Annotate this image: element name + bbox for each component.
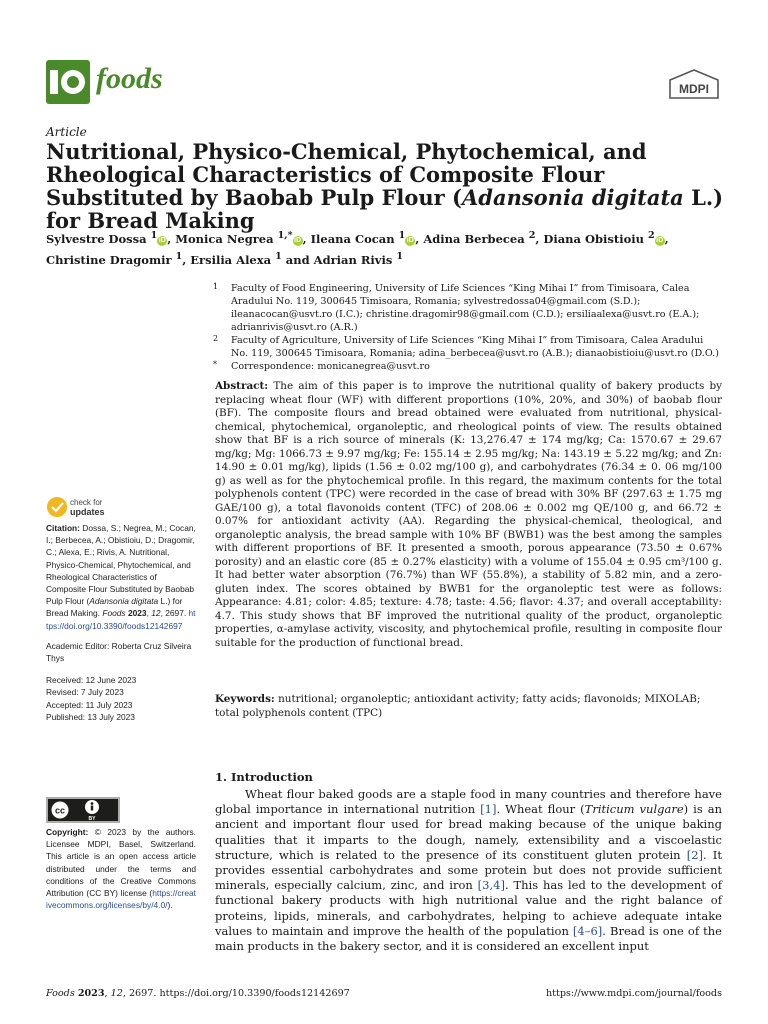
ref-link[interactable]: [1] [480,802,497,817]
title-pre: Nutritional, Physico-Chemical, Phytochemical, and Rheological Characteristics of Composite Flour Substituted by Baobab Pulp Flour ( [46,139,647,210]
correspondence: * Correspondence: monicanegrea@usvt.ro [213,360,430,372]
check-for-updates-badge[interactable] [46,496,126,518]
footer-journal-url[interactable]: https://www.mdpi.com/journal/foods [545,988,722,999]
citation: Citation: Dossa, S.; Negrea, M.; Cocan, I.; Berbecea, A.; Obistioiu, D.; Dragomir, C.; Alexa, E.; Rivis, A. Nutritional, Physico-Chemical, Phytochemical, and Rheological Characteristics of Composite Flour Substituted by Baobab Pulp Flour (Adansonia digitata L.) for Bread Making. Foods 2023, 12, 2697. https://doi.org/10.3390/foods12142697 [46,523,196,631]
cc-by-license-icon[interactable] [46,797,120,823]
check-line1: check for [70,498,103,507]
ref-link[interactable]: [4–6] [572,923,603,938]
cc-text: cc [54,805,66,816]
abstract-label: Abstract: [215,380,269,392]
title-species: Adansonia digitata [462,185,684,210]
author: Adina Berbecea [423,231,525,246]
affiliation-2: 2 Faculty of Agriculture, University of Life Sciences “King Mihai I” from Timisoara, Calea Aradului No. 119, 300645 Timisoara, Romania; adina_berbecea@usvt.ro (A.B.); dianaobistioiu@usvt.ro (D.O.) [213,334,719,359]
author: Sylvestre Dossa [46,231,147,246]
mdpi-logo-text: MDPI [679,82,709,96]
keywords-text: nutritional; organoleptic; antioxidant activity; fatty acids; flavonoids; MIXOLAB; total polyphenols content (TPC) [215,693,701,719]
author: Christine Dragomir [46,252,172,267]
author: Diana Obistioiu [543,231,644,246]
footer-citation: Foods 2023, 12, 2697. https://doi.org/10.3390/foods12142697 [46,988,350,999]
abstract [215,380,722,650]
section-heading-introduction: 1. Introduction [215,770,313,784]
orcid-icon[interactable]: iD [406,236,414,244]
author: Monica Negrea [175,231,274,246]
orcid-icon[interactable]: iD [294,236,302,244]
article-type: Article [46,125,87,139]
orcid-icon[interactable]: iD [656,236,664,244]
author: Ersilia Alexa [190,252,272,267]
keywords-label: Keywords: [215,693,275,705]
dates: Received: 12 June 2023 Revised: 7 July 2023 Accepted: 11 July 2023 Published: 13 July 2023 [46,675,137,722]
keywords [215,693,722,720]
mdpi-logo-icon[interactable] [666,68,722,102]
copyright-notice: Copyright: © 2023 by the authors. Licensee MDPI, Basel, Switzerland. This article is an open access article distributed under the terms and conditions of the Creative Commons Attribution (CC BY) license (https://creativecommons.org/licenses/by/4.0/). [46,827,196,911]
orcid-icon[interactable]: iD [158,236,166,244]
ref-link[interactable]: [2] [686,847,704,862]
affiliation-1: 1 Faculty of Food Engineering, University of Life Sciences “King Mihai I” from Timisoara, Calea Aradului No. 119, 300645 Timisoara, Romania; sylvestredossa04@gmail.com (S.D.); ileanacocan@usvt.ro (I.C.); christine.dragomir98@gmail.com (C.D.); ersiliaalexa@usvt.ro (E.A.); adrianrivis@usvt.ro (A.R.) [213,282,700,333]
author-and: and [285,252,310,267]
citation-doi-link[interactable]: https://doi.org/10.3390/foods12142697 [46,608,196,631]
article-title [46,140,726,232]
affiliations [213,282,723,373]
article-info-sidebar [46,522,196,731]
by-text: BY [88,816,96,822]
academic-editor: Academic Editor: Roberta Cruz Silveira Thys [46,640,192,664]
ref-link[interactable]: [3,4] [477,878,505,893]
journal-logo-icon [46,60,90,104]
author: Adrian Rivis [313,252,393,267]
author: Ileana Cocan [310,231,395,246]
license-link[interactable]: https://creativecommons.org/licenses/by/4.0/ [46,888,196,911]
author-list: Sylvestre Dossa $^1$ iD , Monica Negrea $^{1,*}$ iD , Ileana Cocan $^1$ iD , Adina Berbecea $^2$, Diana Obistioiu $^2$ iD , Christine Dragomir $^1$, Ersilia Alexa $^1$ and Adrian Rivis $^1$ [46,230,669,267]
introduction-paragraph: Wheat flour baked goods are a staple food in many countries and therefore have global importance in international nutrition [1]. Wheat flour (Triticum vulgare) is an ancient and important flour used for bread making because of the unique baking qualities that it imparts to the dough, namely, extensibility and a viscoelastic structure, which is related to the presence of its constituent gluten protein [2]. It provides essential carbohydrates and some protein but does not provide sufficient minerals, especially calcium, zinc, and iron [3,4]. This has led to the development of functional bakery products with high nutritional value and the right balance of proteins, lipids, minerals, and carbohydrates, helping to achieve adequate intake values to maintain and improve the health of the population [4–6]. Bread is one of the main products in the bakery sector, and it is considered an excellent input [215,787,723,954]
check-line2: updates [70,507,105,517]
title-post: L.) for Bread Making [46,185,724,233]
journal-name[interactable]: foods [96,62,163,95]
abstract-text: The aim of this paper is to improve the nutritional quality of bakery products by replacing wheat flour (WF) with different proportions (10%, 20%, and 30%) of baobab flour (BF). The composite flours and bread obtained were evaluated from nutritional, physical-chemical, phytochemical, organoleptic, and rheological points of view. The results obtained show that BF is a rich source of minerals (K: 13,276.47 ± 174 mg/kg; Ca: 1570.67 ± 29.67 mg/kg; Mg: 1066.73 ± 9.97 mg/kg; Fe: 155.14 ± 2.95 mg/kg; Na: 143.19 ± 5.22 mg/kg; and Zn: 14.90 ± 0.01 mg/kg), lipids (1.56 ± 0.02 mg/100 g), and carbohydrates (76.34 ± 0. 06 mg/100 g) as well as for the phytochemical profile. In this regard, the maximum contents for the total polyphenols content (TPC) were recorded in the case of bread with 30% BF (297.63 ± 1.75 mg GAE/100 g), a total flavonoids content (TFC) of 208.06 ± 0.002 mg QE/100 g, and 66.72 ± 0.07% for antioxidant activity (AA). Regarding the physical-chemical, theological, and organoleptic analysis, the bread sample with 10% BF (BWB1) was the best among the samples with different proportions of BF. It presented a smooth, porous appearance (73.50 ± 0.67% porosity) and an elastic core (85 ± 0.27% elasticity) with a volume of 155.04 ± 0.95 cm³/100 g. It had better water absorption (76.7%) than WF (55.8%), a stability of 5.82 min, and a zero-gluten index. The scores obtained by BWB1 for the organoleptic test were as follows: Appearance: 4.81; color: 4.85; texture: 4.78; taste: 4.56; flavor: 4.37; and overall acceptability: 4.7. This study shows that BF improved the nutritional quality of the product, organoleptic properties, α-amylase activity, viscosity, and phytochemical profile, resulting in composite flour suitable for the production of functional bread. [215,380,722,649]
